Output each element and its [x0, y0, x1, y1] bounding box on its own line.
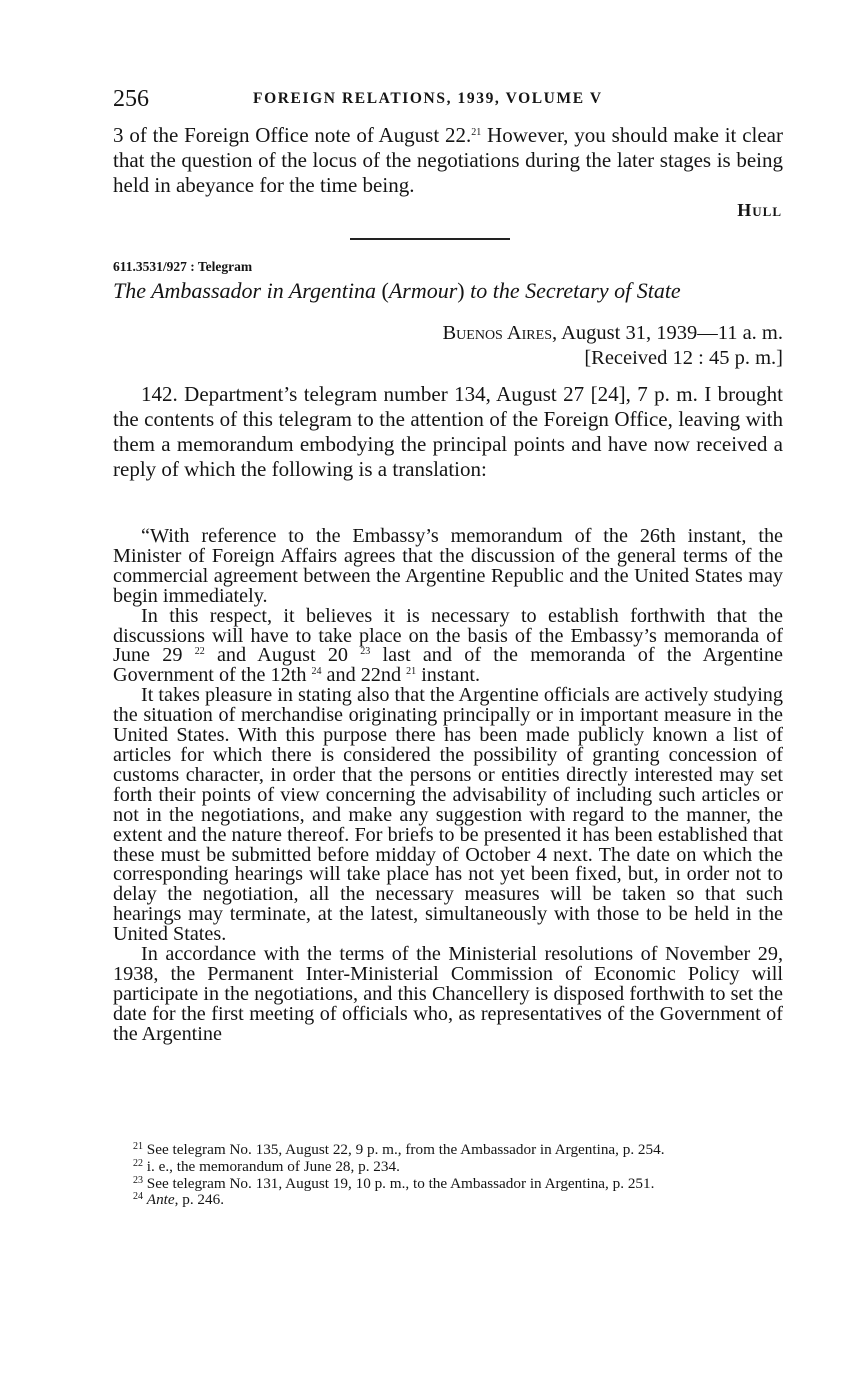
title-part-1: The Ambassador in Argentina: [113, 278, 377, 303]
quote-paragraph-2: [113, 604, 783, 687]
footnote-ref-24: 24: [311, 666, 322, 678]
page-header: [113, 86, 783, 116]
footnote-21: [113, 1142, 783, 1159]
quote-p2-text-d: and 22nd: [321, 664, 407, 687]
dateline-date: , August 31, 1939—11 a. m.: [551, 322, 783, 344]
footnote-text: i. e., the memorandum of June 28, p. 234.: [146, 1157, 400, 1175]
footnote-ref-21: 21: [471, 127, 482, 138]
section-divider: [350, 238, 510, 240]
running-head: FOREIGN RELATIONS, 1939, VOLUME V: [253, 90, 603, 107]
continuation-paragraph: [113, 123, 783, 198]
title-paren-open: (: [376, 278, 389, 303]
quote-paragraph-4: In accordance with the terms of the Ministerial resolutions of November 29, 1938, the Permanent Inter-Ministerial Commission of Economic Policy will participate in the negotiations, and this Chancellery is disposed forthwith to set the date for the first meeting of officials who, as representatives of the Government of the Argentine: [113, 943, 783, 1045]
footnote-mark: 23: [133, 1174, 143, 1186]
quote-paragraph-1: “With reference to the Embassy’s memorandum of the 26th instant, the Minister of Foreign Affairs agrees that the discussion of the general terms of the commercial agreement between the Argentine Republic and the United States may begin immediately.: [113, 525, 783, 607]
document-title: [113, 278, 783, 304]
quote-p2-text-a: In this respect, it believes it is necessary to establish forthwith that the discussions will have to take place on the basis of the Embassy’s memoranda of June 29: [113, 604, 783, 667]
dateline-sent: [113, 321, 783, 346]
title-part-2: to the Secretary of State: [470, 278, 681, 303]
footnote-ref-23: 23: [360, 646, 371, 658]
footnote-23: [113, 1176, 783, 1193]
page-number: 256: [113, 86, 149, 112]
continuation-text-1: 3 of the Foreign Office note of August 22.: [113, 123, 472, 147]
footnote-mark: 24: [133, 1191, 143, 1203]
footnote-ref-21b: 21: [406, 666, 417, 678]
footnote-ref-22: 22: [194, 646, 205, 658]
continuation-text-2: However, you should make it clear that the question of the locus of the negotiations during the later stages is being held in abeyance for the time being.: [113, 123, 783, 197]
dateline: [113, 321, 783, 371]
footnote-text: See telegram No. 135, August 22, 9 p. m., from the Ambassador in Argentina, p. 254.: [146, 1141, 665, 1158]
quote-paragraph-3: It takes pleasure in stating also that the Argentine officials are actively studying the situation of merchandise originating principally or in important measure in the United States. With this purpose there has been made publicly known a list of articles for which there is considered the possibility of granting concession of customs character, in order that the persons or entities directly interested may set forth their points of view concerning the advisability of including such articles or not in the negotiations, and make any suggestion with regard to the manner, the extent and the nature thereof. For briefs to be presented it has been established that these must be submitted before midday of October 4 next. The date on which the corresponding hearings will take place has not yet been fixed, but, in order not to delay the negotiation, all the necessary measures will be taken so that such hearings may terminate, at the latest, simultaneously with those to be held in the United States.: [113, 684, 783, 946]
footnote-text: , p. 246.: [174, 1191, 224, 1209]
footnote-mark: 21: [133, 1141, 143, 1152]
quoted-translation: [113, 527, 783, 1045]
quote-p2-text-c: last and of the memoranda of the Argentine Government of the 12th: [113, 644, 783, 687]
footnote-mark: 22: [133, 1157, 143, 1169]
document-file-number: 611.3531/927 : Telegram: [113, 259, 253, 274]
footnote-text-italic: Ante: [146, 1191, 175, 1209]
dateline-place: Buenos Aires: [442, 322, 552, 344]
footnote-24: [113, 1192, 783, 1209]
telegram-paragraph: 142. Department’s telegram number 134, August 27 [24], 7 p. m. I brought the contents of this telegram to the attention of the Foreign Office, leaving with them a memorandum embodying the principal points and have now received a reply of which the following is a translation:: [113, 382, 783, 481]
quote-p2-text-b: and August 20: [204, 644, 361, 667]
footnotes: [113, 1142, 783, 1209]
title-name: Armour: [388, 278, 458, 303]
footnote-text: See telegram No. 131, August 19, 10 p. m., to the Ambassador in Argentina, p. 251.: [146, 1174, 655, 1192]
footnote-22: [113, 1159, 783, 1176]
quote-p2-text-e: instant.: [416, 664, 481, 687]
title-paren-close: ): [457, 278, 471, 303]
dateline-received: [Received 12 : 45 p. m.]: [584, 347, 783, 369]
signature: Hull: [737, 200, 782, 220]
